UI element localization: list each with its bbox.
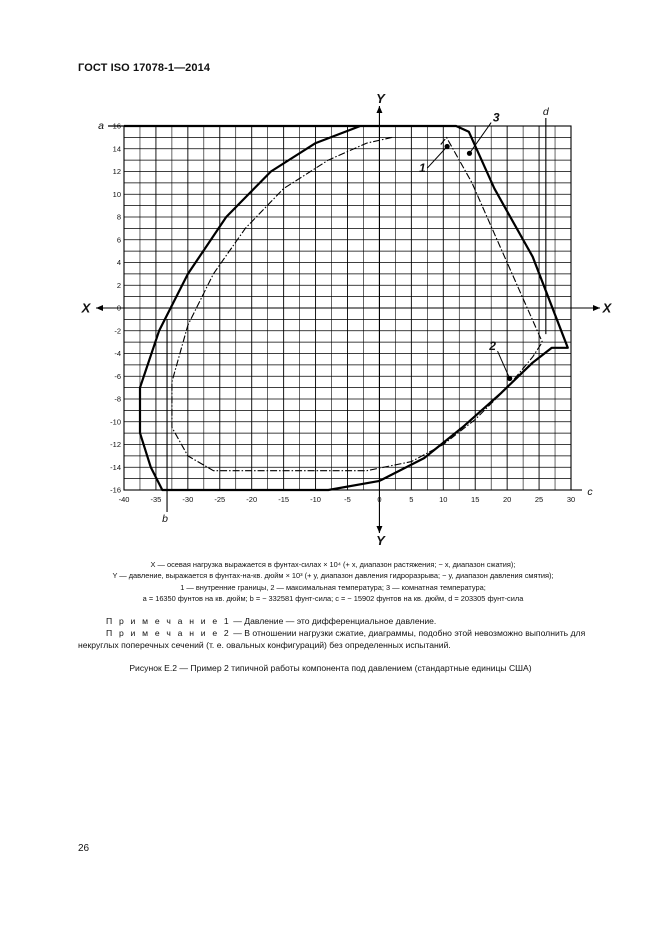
y-tick-label: -12 xyxy=(110,440,121,450)
y-tick-label: -2 xyxy=(114,326,121,336)
x-tick-label: 5 xyxy=(409,495,414,504)
pointer-dot-3 xyxy=(467,151,472,156)
note-2 xyxy=(78,627,613,651)
y-tick-label: 2 xyxy=(116,280,121,290)
pointer-dot-1 xyxy=(445,144,450,149)
x-tick-label: 20 xyxy=(502,495,512,504)
x-tick-label: 25 xyxy=(534,495,544,504)
series-curve-1 xyxy=(172,137,542,470)
pointer-line-1 xyxy=(427,146,447,168)
note-2-text: — В отношении нагрузки сжатие, диаграммы, подобно этой невозможно выполнить для некруглых поперечных сечений (т. е. овальных конфигураций) без определенных испытаний. xyxy=(78,628,586,650)
note-1-text: — Давление — это дифференциальное давление. xyxy=(230,616,437,626)
limit-label-a: a xyxy=(98,120,104,132)
legend-line-curves: 1 — внутренние границы, 2 — максимальная температура; 3 — комнатная температура; xyxy=(180,582,486,592)
y-axis-label-top: Y xyxy=(376,91,385,106)
limit-label-c: c xyxy=(587,486,593,498)
note-1 xyxy=(78,615,613,627)
x-tick-label: -35 xyxy=(150,495,162,504)
y-tick-label: -8 xyxy=(114,394,121,404)
notes xyxy=(78,615,613,651)
curve-label-2: 2 xyxy=(489,339,496,354)
y-tick-label: 16 xyxy=(112,121,121,131)
y-tick-label: 12 xyxy=(112,167,121,177)
x-tick-label: -25 xyxy=(214,495,226,504)
x-axis-label-right: X xyxy=(602,300,612,316)
x-axis-label-left: X xyxy=(81,300,91,316)
y-tick-label: 0 xyxy=(116,303,121,313)
curve-label-3: 3 xyxy=(492,110,500,125)
note-2-label: П р и м е ч а н и е 2 xyxy=(106,628,231,638)
y-tick-label: -4 xyxy=(114,349,121,359)
x-tick-label: 10 xyxy=(439,495,448,504)
legend-line-values: a = 16350 фунтов на кв. дюйм; b = − 332581 фунт-сила; c = − 15902 фунтов на кв. дюйм, d = 203305 фунт-сила xyxy=(142,594,524,604)
chart-legend xyxy=(60,559,606,605)
y-tick-label: 6 xyxy=(116,235,121,245)
y-tick-label: -6 xyxy=(114,371,121,381)
page-number: 26 xyxy=(78,843,90,854)
limit-label-b: b xyxy=(162,513,168,525)
legend-line-x: X — осевая нагрузка выражается в фунтах-силах × 10⁴ (+ x, диапазон растяжения; − x, диапазон сжатия); xyxy=(150,560,516,569)
y-tick-label: 8 xyxy=(116,212,121,222)
x-axis-arrow-left xyxy=(96,305,103,311)
document-header: ГОСТ ISO 17078-1—2014 xyxy=(78,62,211,74)
x-tick-label: -15 xyxy=(278,495,290,504)
y-axis-label-bottom: Y xyxy=(376,533,385,548)
figure-caption: Рисунок Е.2 — Пример 2 типичной работы компонента под давлением (стандартные единицы США) xyxy=(129,663,532,673)
y-tick-label: 4 xyxy=(116,258,121,268)
y-axis-arrow-bottom xyxy=(376,526,382,533)
x-tick-label: 0 xyxy=(377,495,382,504)
y-tick-label: 14 xyxy=(112,144,121,154)
curve-label-1: 1 xyxy=(418,161,426,176)
x-tick-label: -10 xyxy=(310,495,321,504)
limit-label-d: d xyxy=(542,106,549,118)
y-axis-arrow-top xyxy=(376,106,382,113)
x-tick-label: -20 xyxy=(246,495,258,504)
x-tick-label: 15 xyxy=(471,495,480,504)
note-1-label: П р и м е ч а н и е 1 xyxy=(106,616,231,626)
y-tick-label: -14 xyxy=(110,462,121,472)
y-tick-label: -10 xyxy=(110,417,121,427)
x-tick-label: 30 xyxy=(566,495,576,504)
x-tick-label: -5 xyxy=(344,495,351,504)
pointer-dot-2 xyxy=(507,376,512,381)
y-tick-label: -16 xyxy=(110,485,121,495)
legend-line-y: Y — давление, выражается в фунтах-на-кв. дюйм × 10³ (+ y, диапазон давления гидроразрыва; − y, диапазон давления смятия); xyxy=(112,571,554,581)
x-tick-label: -40 xyxy=(118,495,130,504)
x-axis-arrow-right xyxy=(593,305,600,311)
y-tick-label: 10 xyxy=(112,189,121,199)
x-tick-label: -30 xyxy=(182,495,194,504)
